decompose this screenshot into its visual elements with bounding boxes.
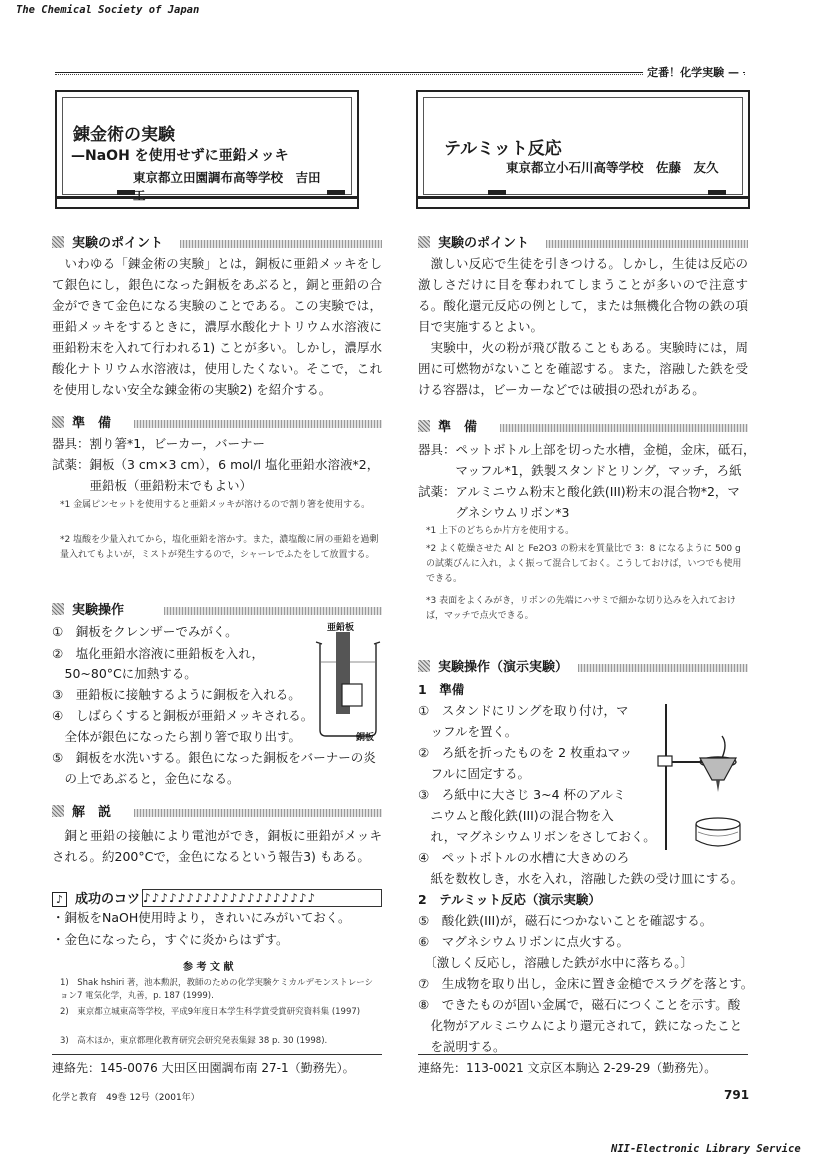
right-proc-line: ② ろ紙を折ったものを 2 枚重ねマッ (418, 745, 633, 760)
reference: 3) 高木ほか，東京都理化教育研究会研究発表集録 38 p. 30 (1998). (60, 1036, 328, 1046)
right-point-text: 激しい反応で生徒を引きつける。しかし，生徒は反応の激しさだけに目を奪われてしまうことが多いので注意する。酸化還元反応の例として，または無機化合物の鉄の項目で実施するとよい。 実験中，火の粉が飛び散ることもある。実験時には，周囲に可燃物がないことを確認する。また，溶融した鉄を受ける容器は，ビーカーなどでは破損の恐れがある。 (418, 256, 748, 397)
right-note: *2 よく乾燥させた Al と Fe2O3 の粉末を質量比で 3：8 になるように 500 g の試薬びんに入れ，よく振って混合しておく。こうしておけば，いつでも使用できる。 (426, 544, 742, 584)
refs-heading: 参 考 文 献 (183, 962, 234, 973)
series-label: 定番！化学実験 — (643, 64, 743, 80)
right-proc-line: 化物がアルミニウムにより還元されて，鉄になったこと (418, 1018, 743, 1033)
right-proc-line: フルに固定する。 (418, 766, 531, 781)
left-subtitle: —NaOH を使用せずに亜鉛メッキ (71, 148, 289, 164)
right-contact-rule (418, 1054, 748, 1055)
right-proc-line: ④ ペットボトルの水槽に大きめのろ (418, 850, 630, 865)
right-proc-line: ① スタンドにリングを取り付け，マ (418, 703, 629, 718)
tip-item: ・金色になったら，すぐに炎からはずす。 (52, 932, 289, 947)
right-note: *3 表面をよくみがき，リボンの先端にハサミで細かな切り込みを入れておけば，マッチで点火できる。 (426, 596, 736, 621)
right-prep-line: 器具：ペットボトル上部を切った水槽，金槌，金床，砥石， (418, 442, 756, 457)
right-title-board (416, 90, 750, 209)
left-proc-line: ② 塩化亜鉛水溶液に亜鉛板を入れ， (52, 646, 264, 661)
left-proc-line: ① 銅板をクレンザーでみがく。 (52, 624, 238, 639)
header-rule (55, 72, 745, 73)
left-point-text: いわゆる「錬金術の実験」とは，銅板に亜鉛メッキをして銀色にし，銀色になった銅板をあぶると，銅と亜鉛の合金ができて金色になる実験のことである。この実験では，亜鉛メッキをするときに，濃厚水酸化ナトリウム水溶液に亜鉛粉末を入れて行われる1) ことが多い。しかし，濃厚水酸化ナトリウム水溶液は，使用したくない。そこで，これを使用しない安全な錬金術の実験2) を紹介する。 (52, 256, 382, 397)
header-rule-dotted (55, 74, 745, 75)
publisher-label: The Chemical Society of Japan (16, 4, 200, 16)
left-proc-line: ④ しばらくすると銅板が亜鉛メッキされる。 (52, 708, 314, 723)
left-proc-line: ⑤ 銅板を水洗いする。銀色になった銅板をバーナーの炎 (52, 750, 376, 765)
right-prep-line: グネシウムリボン*3 (418, 505, 570, 520)
left-expl-heading: 解 説 (52, 805, 382, 821)
reference: 2) 東京都立城東高等学校，平成9年度日本学生科学賞受賞研究資料集 (1997) (60, 1007, 361, 1017)
left-note: *1 金属ピンセットを使用すると亜鉛メッキが溶けるので割り箸を使用する。 (60, 500, 371, 510)
thermite-apparatus-figure (636, 700, 748, 860)
right-proc-line: ③ ろ紙中に大さじ 3~4 杯のアルミ (418, 787, 626, 802)
left-title: 錬金術の実験 (73, 125, 175, 145)
right-proc-subhead: 1 準備 (418, 682, 465, 697)
reference: 1) Shak hshiri 著，池本勲訳，教師のための化学実験ケミカルデモンストレーション7 電気化学，丸善，p. 187 (1999). (60, 978, 374, 1001)
journal-footer: 化学と教育 49巻 12号（2001年） (52, 1093, 200, 1103)
left-expl-text: 銅と亜鉛の接触により電池ができ，銅板に亜鉛がメッキされる。約200°Cで，金色になるという報告3) もある。 (52, 828, 382, 864)
copper-plate-label: 銅板 (356, 733, 375, 743)
left-contact-rule (52, 1054, 382, 1055)
left-proc-heading: 実験操作 (52, 603, 382, 619)
right-proc-line: ⑤ 酸化鉄(III)が，磁石につかないことを確認する。 (418, 913, 713, 928)
left-point-heading: 実験のポイント (52, 236, 382, 252)
right-contact: 連絡先：113-0021 文京区本駒込 2-29-29（勤務先）。 (418, 1061, 717, 1075)
left-contact: 連絡先：145-0076 大田区田園調布南 27-1（勤務先）。 (52, 1061, 355, 1075)
left-note: *2 塩酸を少量入れてから，塩化亜鉛を溶かす。また，濃塩酸に屑の亜鉛を過剰量入れてもよいが，ミストが発生するので，シャーレでふたをして放置する。 (60, 535, 379, 560)
left-proc-line: ③ 亜鉛板に接触するように銅板を入れる。 (52, 687, 301, 702)
left-proc-line: 50~80°Cに加熱する。 (52, 666, 197, 681)
right-title: テルミット反応 (444, 139, 562, 159)
zinc-plate-label: 亜鉛板 (327, 623, 355, 633)
left-proc-line: の上であぶると，金色になる。 (52, 771, 240, 786)
right-prep-heading: 準 備 (418, 420, 748, 436)
right-proc-line: ⑧ できたものが固い金属で，磁石につくことを示す。酸 (418, 997, 741, 1012)
right-proc-line: ⑥ マグネシウムリボンに点火する。 (418, 934, 629, 949)
right-point-heading: 実験のポイント (418, 236, 748, 252)
left-proc-line: 全体が銀色になったら割り箸で取り出す。 (52, 729, 302, 744)
right-proc-line: れ，マグネシウムリボンをさしておく。 (418, 829, 656, 844)
right-proc-line: 紙を数枚しき，水を入れ，溶融した鉄の受け皿にする。 (418, 871, 744, 886)
right-proc-heading: 実験操作（演示実験） (418, 660, 748, 676)
left-title-board (55, 90, 359, 209)
beaker-figure (312, 618, 384, 740)
left-prep-heading: 準 備 (52, 416, 382, 432)
right-prep-line: 試薬：アルミニウム粉末と酸化鉄(III)粉末の混合物*2，マ (418, 484, 740, 499)
left-prep-line: 器具：割り箸*1，ビーカー，バーナー (52, 436, 265, 451)
right-proc-subhead: 2 テルミット反応（演示実験） (418, 892, 601, 907)
right-note: *1 上下のどちらか片方を使用する。 (426, 526, 575, 536)
tip-item: ・銅板をNaOH使用時より，きれいにみがいておく。 (52, 910, 351, 925)
left-author: 東京都立田園調布高等学校 吉田 工 (133, 170, 346, 203)
right-author: 東京都立小石川高等学校 佐藤 友久 (506, 160, 719, 175)
right-proc-line: ッフルを置く。 (418, 724, 518, 739)
library-label: NII-Electronic Library Service (611, 1143, 801, 1155)
right-proc-line: を説明する。 (418, 1039, 506, 1054)
right-proc-line: 〔激しく反応し，溶融した鉄が水中に落ちる。〕 (418, 955, 694, 970)
left-prep-line: 試薬：銅板（3 cm×3 cm），6 mol/l 塩化亜鉛水溶液*2， (52, 457, 380, 472)
tips-heading: ♪ 成功のコツ (52, 888, 140, 907)
right-proc-line: ⑦ 生成物を取り出し，金床に置き金槌でスラグを落とす。 (418, 976, 754, 991)
tips-decoration: ♪♪♪♪♪♪♪♪♪♪♪♪♪♪♪♪♪♪♪♪ (142, 889, 382, 907)
left-prep-line: 亜鉛板（亜鉛粉末でもよい） (52, 478, 253, 493)
right-proc-line: ニウムと酸化鉄(III)の混合物を入 (418, 808, 614, 823)
page-number: 791 (724, 1088, 750, 1102)
right-prep-line: マッフル*1，鉄製スタンドとリング，マッチ，ろ紙 (418, 463, 742, 478)
